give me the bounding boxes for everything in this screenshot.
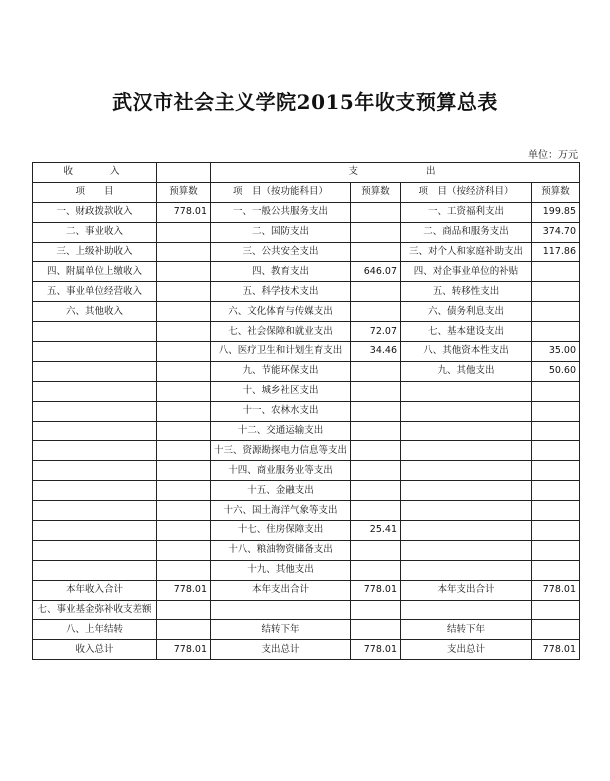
func-item-cell: 十六、国土海洋气象等支出 [211,501,351,521]
table-row [33,222,580,242]
income-budget-cell [157,282,211,302]
econ-item-cell [401,441,532,461]
func-budget-cell [351,401,401,421]
income-item-cell [33,441,157,461]
income-budget-cell [157,600,211,620]
income-item-cell [33,361,157,381]
income-item-cell: 五、事业单位经营收入 [33,282,157,302]
table-row [33,401,580,421]
income-item-cell [33,461,157,481]
table-row [33,342,580,362]
table-row [33,521,580,541]
income-item-cell [33,521,157,541]
income-budget-cell [157,401,211,421]
table-row [33,501,580,521]
econ-item-cell: 九、其他支出 [401,361,532,381]
income-item-cell: 七、事业基金弥补收支差额 [33,600,157,620]
income-item-cell [33,401,157,421]
table-row [33,620,580,640]
func-budget-cell [351,540,401,560]
income-budget-cell [157,501,211,521]
func-item-cell: 十四、商业服务业等支出 [211,461,351,481]
table-row [33,640,580,660]
table-row [33,441,580,461]
table-row [33,481,580,501]
income-budget-cell [157,461,211,481]
econ-item-cell [401,381,532,401]
econ-budget-cell [532,302,580,322]
func-budget-header: 预算数 [351,182,401,202]
table-row [33,560,580,580]
econ-item-cell [401,401,532,421]
func-budget-cell: 72.07 [351,322,401,342]
func-item-cell: 十、城乡社区支出 [211,381,351,401]
table-row [33,361,580,381]
income-item-cell [33,421,157,441]
income-item-cell [33,501,157,521]
func-budget-cell [351,302,401,322]
header-row-2 [33,182,580,202]
econ-budget-cell [532,262,580,282]
table-row [33,282,580,302]
econ-item-cell [401,560,532,580]
income-budget-cell [157,322,211,342]
table-row [33,461,580,481]
income-budget-cell: 778.01 [157,640,211,660]
func-item-cell: 六、文化体育与传媒支出 [211,302,351,322]
income-header: 收 入 [33,163,157,183]
expenditure-header: 支 出 [211,163,580,183]
func-item-cell: 十八、粮油物资储备支出 [211,540,351,560]
econ-item-cell: 三、对个人和家庭补助支出 [401,242,532,262]
econ-budget-cell [532,540,580,560]
econ-item-cell [401,600,532,620]
income-item-cell [33,560,157,580]
func-item-cell: 三、公共安全支出 [211,242,351,262]
income-item-cell [33,481,157,501]
table-row [33,580,580,600]
func-budget-cell: 778.01 [351,640,401,660]
func-budget-cell [351,501,401,521]
page-title: 武汉市社会主义学院2015年收支预算总表 [112,90,498,114]
func-item-cell [211,600,351,620]
func-budget-cell [351,421,401,441]
table-row [33,421,580,441]
income-budget-cell [157,421,211,441]
econ-budget-cell [532,461,580,481]
econ-item-cell: 结转下年 [401,620,532,640]
table-row [33,242,580,262]
func-item-cell: 一、一般公共服务支出 [211,202,351,222]
income-budget-cell [157,342,211,362]
income-budget-cell [157,521,211,541]
econ-item-cell [401,540,532,560]
func-budget-cell: 646.07 [351,262,401,282]
income-item-cell: 六、其他收入 [33,302,157,322]
econ-budget-cell [532,381,580,401]
func-item-cell: 支出总计 [211,640,351,660]
income-item-cell: 收入总计 [33,640,157,660]
econ-item-cell [401,481,532,501]
func-item-cell: 九、节能环保支出 [211,361,351,381]
econ-budget-cell: 778.01 [532,580,580,600]
econ-budget-cell: 374.70 [532,222,580,242]
econ-budget-cell [532,282,580,302]
func-budget-cell [351,600,401,620]
income-item-cell: 本年收入合计 [33,580,157,600]
income-item-cell [33,540,157,560]
func-budget-cell [351,361,401,381]
func-budget-cell [351,202,401,222]
table-row [33,600,580,620]
income-budget-cell [157,361,211,381]
econ-budget-cell [532,481,580,501]
func-item-cell: 四、教育支出 [211,262,351,282]
econ-item-cell: 本年支出合计 [401,580,532,600]
func-item-cell: 二、国防支出 [211,222,351,242]
econ-budget-cell [532,600,580,620]
func-item-cell: 十三、资源勘探电力信息等支出 [211,441,351,461]
table-row [33,381,580,401]
func-budget-cell [351,481,401,501]
econ-budget-cell [532,401,580,421]
func-item-cell: 七、社会保障和就业支出 [211,322,351,342]
income-budget-cell [157,441,211,461]
income-budget-cell [157,381,211,401]
income-budget-cell [157,302,211,322]
func-item-header: 项 目（按功能科目） [211,182,351,202]
econ-budget-cell: 199.85 [532,202,580,222]
func-item-cell: 结转下年 [211,620,351,640]
econ-budget-cell [532,421,580,441]
func-budget-cell [351,620,401,640]
econ-item-cell: 六、债务利息支出 [401,302,532,322]
econ-budget-cell: 778.01 [532,640,580,660]
income-header-blank [157,163,211,183]
income-item-cell: 四、附属单位上缴收入 [33,262,157,282]
econ-budget-cell [532,620,580,640]
table-row [33,540,580,560]
econ-budget-cell: 35.00 [532,342,580,362]
income-item-cell [33,322,157,342]
econ-budget-cell [532,501,580,521]
func-budget-cell: 34.46 [351,342,401,362]
func-budget-cell [351,441,401,461]
income-budget-cell [157,560,211,580]
econ-item-cell: 支出总计 [401,640,532,660]
econ-item-cell: 八、其他资本性支出 [401,342,532,362]
econ-budget-cell: 50.60 [532,361,580,381]
func-budget-cell [351,560,401,580]
func-item-cell: 十一、农林水支出 [211,401,351,421]
econ-item-cell: 二、商品和服务支出 [401,222,532,242]
income-item-cell [33,342,157,362]
econ-item-cell [401,501,532,521]
budget-table [32,162,580,660]
func-item-cell: 五、科学技术支出 [211,282,351,302]
income-budget-cell [157,222,211,242]
econ-budget-cell [532,441,580,461]
income-budget-header: 预算数 [157,182,211,202]
income-budget-cell [157,262,211,282]
income-item-cell: 一、财政拨款收入 [33,202,157,222]
func-budget-cell: 25.41 [351,521,401,541]
econ-item-cell: 一、工资福利支出 [401,202,532,222]
income-item-cell: 八、上年结转 [33,620,157,640]
econ-budget-cell: 117.86 [532,242,580,262]
table-row [33,202,580,222]
func-item-cell: 十七、住房保障支出 [211,521,351,541]
func-item-cell: 十二、交通运输支出 [211,421,351,441]
income-item-cell [33,381,157,401]
econ-item-cell: 七、基本建设支出 [401,322,532,342]
func-item-cell: 八、医疗卫生和计划生育支出 [211,342,351,362]
income-item-header: 项 目 [33,182,157,202]
econ-item-cell [401,461,532,481]
func-budget-cell [351,282,401,302]
func-budget-cell [351,461,401,481]
income-budget-cell: 778.01 [157,202,211,222]
income-budget-cell [157,481,211,501]
income-budget-cell: 778.01 [157,580,211,600]
econ-budget-cell [532,521,580,541]
func-item-cell: 十九、其他支出 [211,560,351,580]
func-budget-cell [351,381,401,401]
income-budget-cell [157,620,211,640]
income-budget-cell [157,242,211,262]
table-row [33,322,580,342]
func-item-cell: 本年支出合计 [211,580,351,600]
econ-item-cell [401,421,532,441]
table-row [33,302,580,322]
header-row-1 [33,163,580,183]
econ-item-header: 项 目（按经济科目） [401,182,532,202]
income-budget-cell [157,540,211,560]
unit-label: 单位：万元 [528,150,578,161]
func-budget-cell [351,222,401,242]
func-budget-cell: 778.01 [351,580,401,600]
econ-budget-cell [532,322,580,342]
econ-budget-cell [532,560,580,580]
income-item-cell: 二、事业收入 [33,222,157,242]
table-row [33,262,580,282]
func-item-cell: 十五、金融支出 [211,481,351,501]
econ-item-cell: 五、转移性支出 [401,282,532,302]
income-item-cell: 三、上级补助收入 [33,242,157,262]
econ-budget-header: 预算数 [532,182,580,202]
func-budget-cell [351,242,401,262]
econ-item-cell: 四、对企事业单位的补贴 [401,262,532,282]
econ-item-cell [401,521,532,541]
